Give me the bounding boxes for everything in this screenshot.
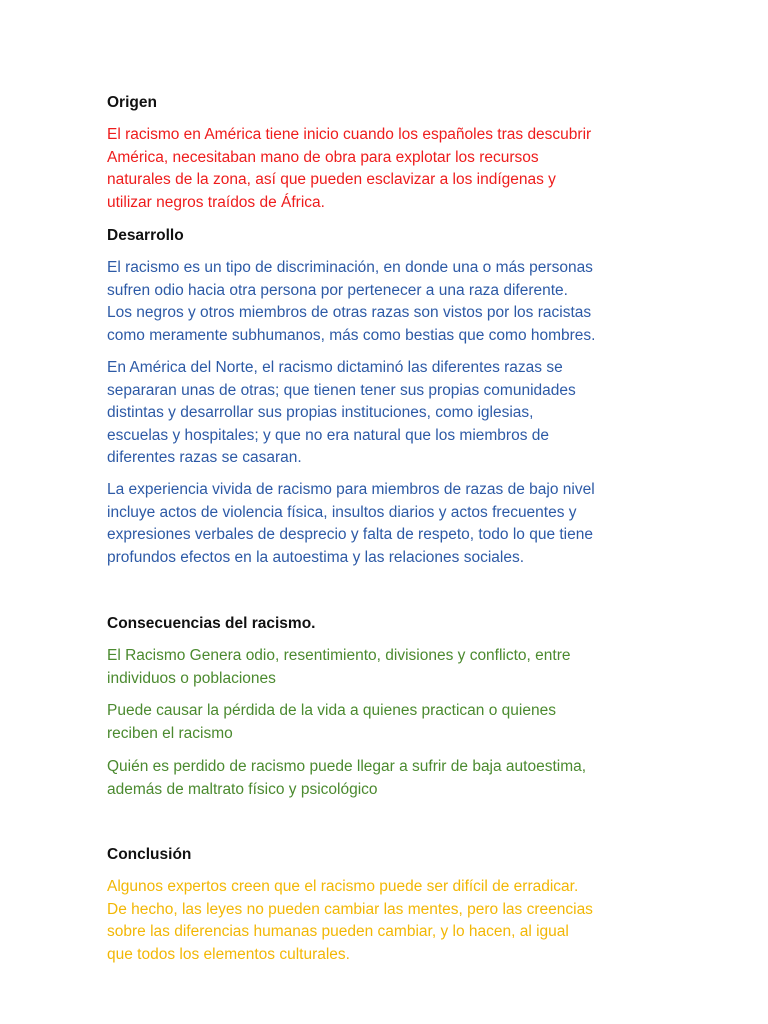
text-line: sufren odio hacia otra persona por pertenecer a una raza diferente. xyxy=(107,281,568,299)
paragraph-consecuencias-1 xyxy=(107,645,667,690)
text-line: sobre las diferencias humanas pueden cambiar, y lo hacen, al igual xyxy=(107,923,569,941)
paragraph-origen-1 xyxy=(107,124,667,214)
paragraph-conclusion-1 xyxy=(107,876,667,966)
text-line: distintas y desarrollar sus propias instituciones, como iglesias, xyxy=(107,404,534,422)
text-line: Los negros y otros miembros de otras razas son vistos por los racistas xyxy=(107,304,592,322)
text-line: escuelas y hospitales; y que no era natural que los miembros de xyxy=(107,426,549,444)
text-line: En América del Norte, el racismo dictaminó las diferentes razas se xyxy=(107,359,563,376)
text-line: El Racismo Genera odio, resentimiento, divisiones y conflicto, entre xyxy=(107,647,571,664)
text-line: diferentes razas se casaran. xyxy=(107,449,302,467)
text-line: expresiones verbales de desprecio y falta de respeto, todo lo que tiene xyxy=(107,526,593,544)
paragraph-desarrollo-1 xyxy=(107,257,667,347)
text-line: El racismo en América tiene inicio cuando los españoles tras descubrir xyxy=(107,126,592,143)
paragraph-consecuencias-2 xyxy=(107,700,667,745)
text-line: De hecho, las leyes no pueden cambiar las mentes, pero las creencias xyxy=(107,900,593,918)
text-line: La experiencia vivida de racismo para miembros de razas de bajo nivel xyxy=(107,481,595,498)
text-line: profundos efectos en la autoestima y las relaciones sociales. xyxy=(107,548,525,566)
text-line: Quién es perdido de racismo puede llegar a sufrir de baja autoestima, xyxy=(107,758,587,775)
text-line: El racismo es un tipo de discriminación, en donde una o más personas xyxy=(107,259,593,276)
text-line: reciben el racismo xyxy=(107,724,233,742)
text-line: como meramente subhumanos, más como bestias que como hombres. xyxy=(107,326,596,344)
paragraph-desarrollo-3 xyxy=(107,479,667,569)
text-line: separaran unas de otras; que tienen tener sus propias comunidades xyxy=(107,381,576,399)
paragraph-desarrollo-2 xyxy=(107,357,667,470)
text-line: Puede causar la pérdida de la vida a quienes practican o quienes xyxy=(107,702,556,719)
text-line: además de maltrato físico y psicológico xyxy=(107,780,378,798)
heading-origen: Origen xyxy=(107,94,157,111)
heading-desarrollo: Desarrollo xyxy=(107,227,184,244)
text-line: América, necesitaban mano de obra para explotar los recursos xyxy=(107,148,539,166)
text-line: incluye actos de violencia física, insultos diarios y actos frecuentes y xyxy=(107,503,577,521)
text-line: que todos los elementos culturales. xyxy=(107,945,350,963)
heading-consecuencias: Consecuencias del racismo. xyxy=(107,615,316,632)
text-line: Algunos expertos creen que el racismo puede ser difícil de erradicar. xyxy=(107,878,579,895)
text-line: utilizar negros traídos de África. xyxy=(107,193,325,211)
text-line: naturales de la zona, así que pueden esclavizar a los indígenas y xyxy=(107,171,556,189)
heading-conclusion: Conclusión xyxy=(107,846,192,863)
paragraph-consecuencias-3 xyxy=(107,756,667,801)
text-line: individuos o poblaciones xyxy=(107,669,276,687)
